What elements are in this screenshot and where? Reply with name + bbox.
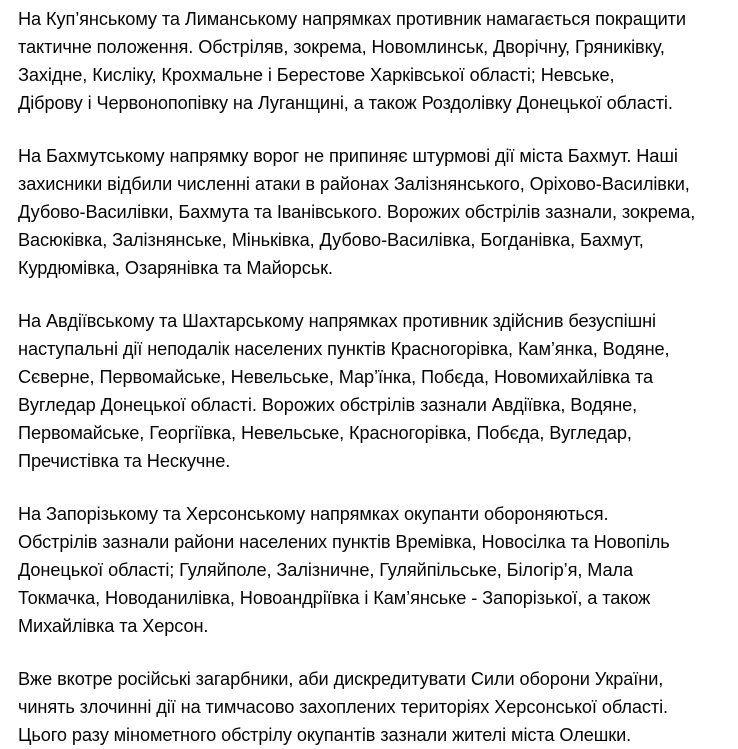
paragraph-oleshky	[18, 665, 722, 749]
text-line: На Запорізькому та Херсонському напрямках окупанти обороняються.	[18, 504, 609, 524]
text-line: Михайлівка та Херсон.	[18, 616, 209, 636]
text-line: Дубово-Василівки, Бахмута та Іванівського. Ворожих обстрілів зазнали, зокрема,	[18, 202, 696, 222]
paragraph-zaporizhzhia-kherson	[18, 500, 722, 640]
text-line: Цього разу мінометного обстрілу окупантів зазнали жителі міста Олешки.	[18, 725, 632, 745]
text-line: На Авдіївському та Шахтарському напрямках противник здійснив безуспішні	[18, 311, 656, 331]
text-line: Курдюмівка, Озарянівка та Майорськ.	[18, 258, 333, 278]
text-line: Донецької області; Гуляйполе, Залізничне, Гуляйпільське, Білогір’я, Мала	[18, 560, 634, 580]
text-line: На Куп’янському та Лиманському напрямках противник намагається покращити	[18, 9, 686, 29]
text-line: Сєверне, Первомайське, Невельське, Мар’їнка, Побєда, Новомихайлівка та	[18, 367, 653, 387]
text-line: Васюківка, Залізнянське, Міньківка, Дубово-Василівка, Богданівка, Бахмут,	[18, 230, 644, 250]
text-line: На Бахмутському напрямку ворог не припиняє штурмові дії міста Бахмут. Наші	[18, 146, 678, 166]
paragraph-bakhmut	[18, 142, 722, 282]
text-line: Обстрілів зазнали райони населених пунктів Времівка, Новосілка та Новопіль	[18, 532, 670, 552]
text-line: Токмачка, Новоданилівка, Новоандріївка і Кам’янське - Запорізької, а також	[18, 588, 651, 608]
text-line: чинять злочинні дії на тимчасово захоплених територіях Херсонської області.	[18, 697, 668, 717]
text-line: Пречистівка та Нескучне.	[18, 451, 231, 471]
paragraph-kupiansk-lyman	[18, 5, 722, 117]
text-line: Первомайське, Георгіївка, Невельське, Красногорівка, Побєда, Вугледар,	[18, 423, 632, 443]
text-line: наступальні дії неподалік населених пунктів Красногорівка, Кам’янка, Водяне,	[18, 339, 670, 359]
text-line: Західне, Кисліку, Крохмальне і Берестове Харківської області; Невське,	[18, 65, 615, 85]
text-line: Вже вкотре російські загарбники, аби дискредитувати Сили оборони України,	[18, 669, 664, 689]
text-line: Діброву і Червонопопівку на Луганщині, а також Роздолівку Донецької області.	[18, 93, 673, 113]
paragraph-avdiivka-shakhtarsk	[18, 307, 722, 475]
text-line: тактичне положення. Обстріляв, зокрема, Новомлинськ, Дворічну, Гряниківку,	[18, 37, 665, 57]
text-line: Вугледар Донецької області. Ворожих обстрілів зазнали Авдіївка, Водяне,	[18, 395, 638, 415]
text-line: захисники відбили численні атаки в районах Залізнянського, Оріхово-Василівки,	[18, 174, 690, 194]
